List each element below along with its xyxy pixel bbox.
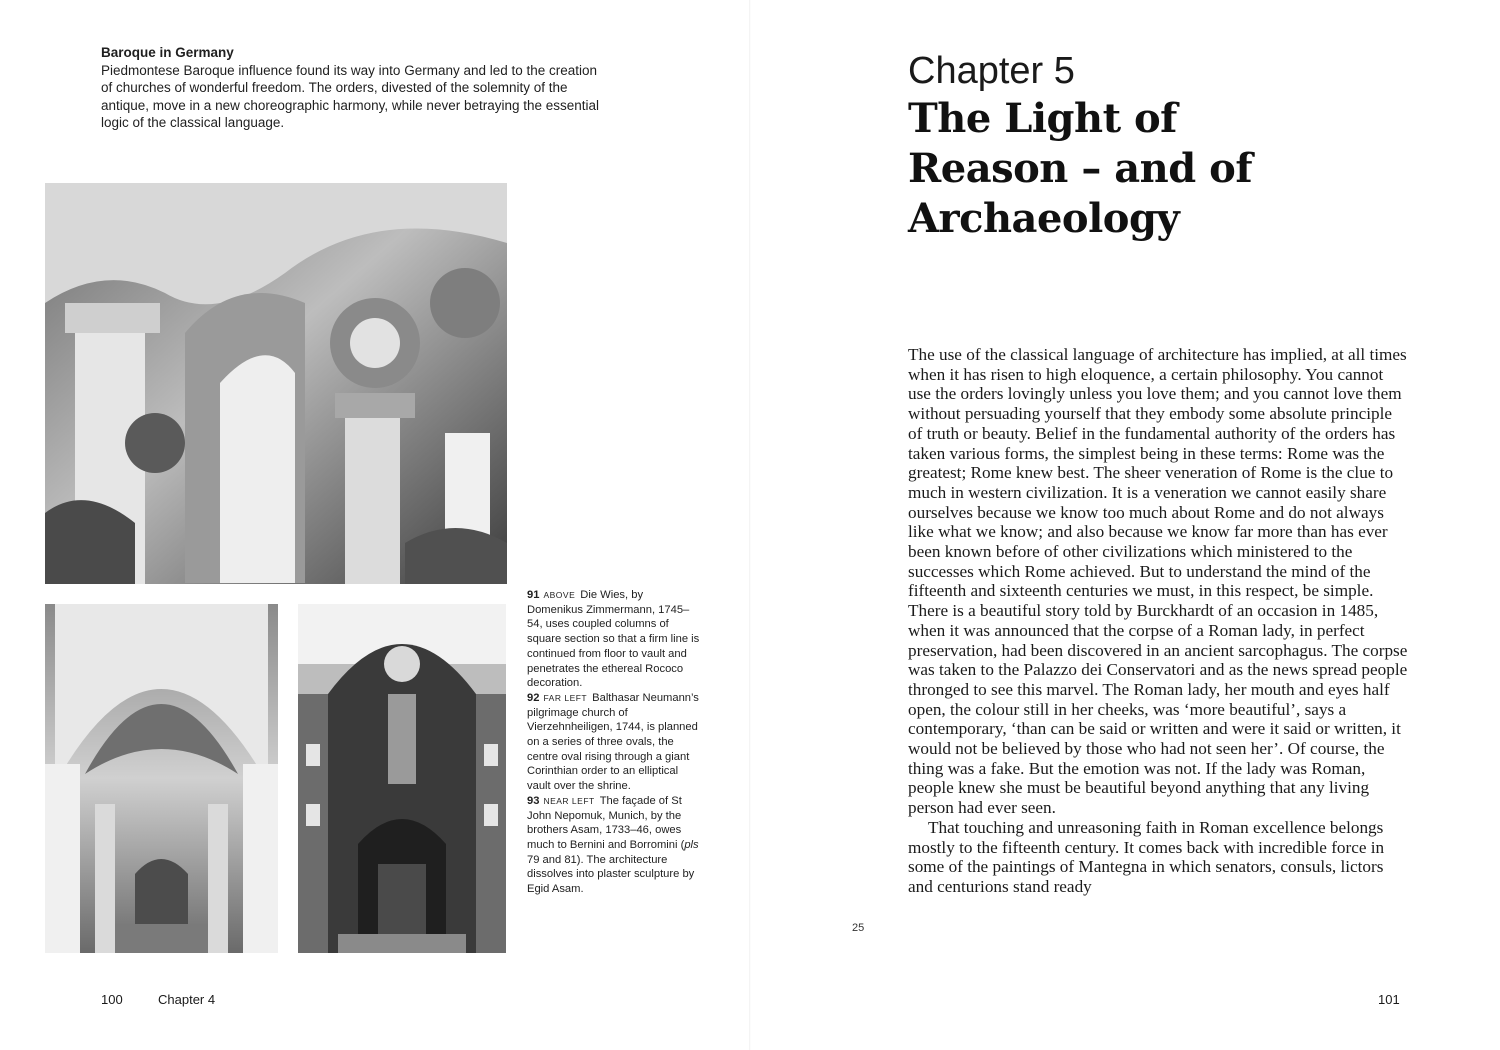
caption-text: 79 and 81 <box>527 853 577 866</box>
right-page-number: 101 <box>1378 992 1400 1007</box>
caption-position: NEAR LEFT <box>543 795 595 806</box>
chapter-label: Chapter 5 <box>908 50 1075 92</box>
caption-number: 92 <box>527 691 540 704</box>
intro-heading: Baroque in Germany <box>101 45 234 60</box>
caption-text: Balthasar Neumann’s pilgrimage church of Vierzehnheiligen, 1744, is planned on a series of three ovals, the centre oval rising through a giant Corinthian order to an elliptical vault over the shrine. <box>527 691 699 793</box>
chapter-title-line: Reason – and of <box>908 145 1253 192</box>
caption-92 <box>527 691 702 794</box>
caption-position: ABOVE <box>543 590 576 600</box>
plate-91-die-wies-photo <box>45 183 507 584</box>
left-running-head: Chapter 4 <box>158 992 216 1007</box>
intro-body: Piedmontese Baroque influence found its way into Germany and led to the creation of churches of wonderful freedom. The orders, divested of the solemnity of the antique, move in a new choreographic harmony, while never betraying the essential logic of the classical language. <box>101 62 600 130</box>
gutter-shadow <box>749 0 751 1050</box>
caption-number: 93 <box>527 794 540 807</box>
plate-captions <box>527 588 702 897</box>
caption-italic-text: pls <box>684 838 699 851</box>
margin-note-number: 25 <box>852 922 865 934</box>
caption-91 <box>527 588 702 691</box>
left-page-number: 100 <box>101 992 123 1007</box>
plate-93-st-john-nepomuk-photo <box>298 604 506 953</box>
chapter-title-line: Archaeology <box>908 195 1180 242</box>
caption-number: 91 <box>527 589 540 601</box>
caption-position: FAR LEFT <box>543 692 588 703</box>
caption-93 <box>527 794 702 897</box>
caption-text: The façade of St John Nepomuk, Munich, by the brothers Asam, 1733–46, owes much to Bernini and Borromini ( <box>527 794 685 851</box>
chapter-body-text <box>908 345 1408 897</box>
body-paragraph: That touching and unreasoning faith in Roman excellence belongs mostly to the fifteenth century. It comes back with incredible force in some of the paintings of Mantegna in which senators, consuls, lictors and centurions stand ready <box>908 817 1385 896</box>
body-paragraph: The use of the classical language of architecture has implied, at all times when it has risen to high eloquence, a certain philosophy. You cannot use the orders lovingly unless you love them; and you cannot love them without persuading yourself that they embody some absolute principle of truth or beauty. Belief in the fundamental authority of the orders has taken various forms, the simplest being in these terms: Rome was the greatest; Rome knew best. The sheer veneration of Rome is the clue to much in western civilization. It is a veneration we cannot easily share ourselves because we know too much about Rome and do not always like what we know; and also because we know far more than has ever been known before of other civilizations which ministered to the successes which Rome achieved. But to understand the mind of the fifteenth and sixteenth centuries we must, in this respect, be simple. There is a beautiful story told by Burckhardt of an occasion in 1485, when it was announced that the corpse of a Roman lady, in perfect preservation, had been discovered in an ancient sarcophagus. The corpse was taken to the Palazzo dei Conservatori and as the news spread people thronged to see this marvel. The Roman lady, her mouth and eyes half open, the colour still in her cheeks, was ‘more beautiful’, says a contemporary, ‘than can be said or written and were it said or written, it would not be believed by those who had not seen her’. Of course, the thing was a fake. But the emotion was not. If the lady was Roman, people knew she must be beautiful beyond anything that any living person had ever seen. <box>908 345 1408 818</box>
intro-block <box>101 44 601 132</box>
caption-text: ). The architecture dissolves into plaster sculpture by Egid Asam. <box>527 853 695 896</box>
caption-text: Die Wies, by Domenikus Zimmermann, 1745–54, uses coupled columns of square section so that a firm line is continued from floor to vault and penetrates the ethereal Rococo decoration. <box>527 589 700 690</box>
plate-92-vierzehnheiligen-photo <box>45 604 278 953</box>
chapter-title <box>908 94 1448 244</box>
chapter-title-line: The Light of <box>908 95 1177 142</box>
